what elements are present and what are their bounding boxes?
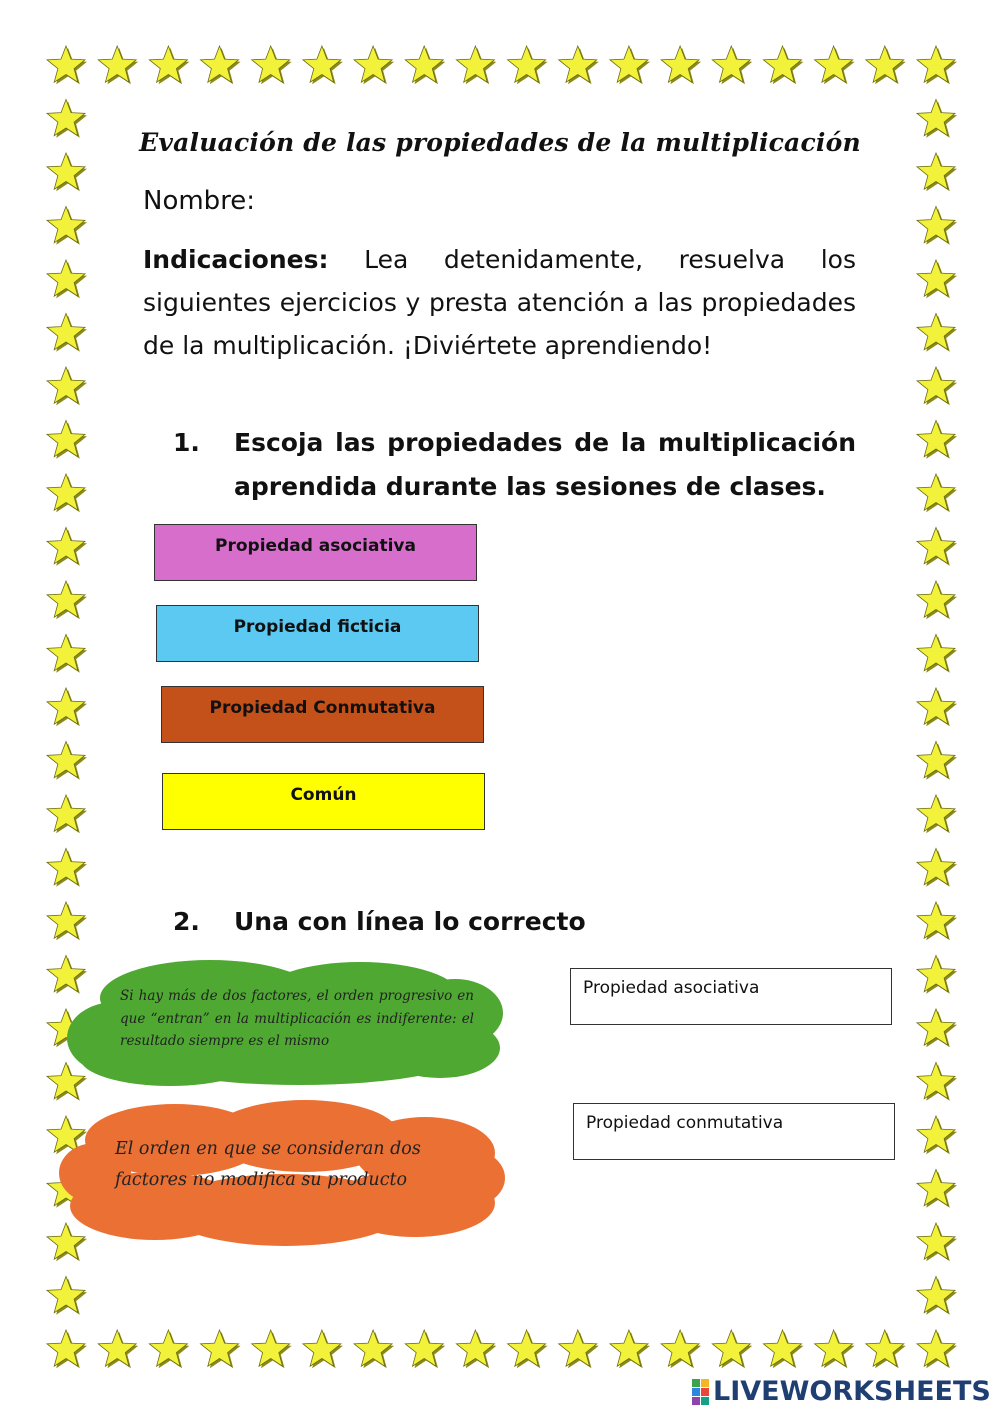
border-star-icon — [917, 795, 957, 833]
question-2-number: 2. — [173, 907, 200, 936]
border-star-icon — [917, 153, 957, 191]
border-star-icon — [98, 1330, 138, 1368]
question-2 — [173, 900, 856, 944]
border-star-icon — [917, 635, 957, 673]
border-star-icon — [917, 1009, 957, 1047]
border-star-icon — [866, 1330, 906, 1368]
cloud-text-associative: Si hay más de dos factores, el orden progresivo en que “entran” en la multiplicación es indiferente: el resultado siempre es el mismo — [120, 988, 474, 1049]
border-star-icon — [763, 1330, 803, 1368]
border-star-icon — [47, 742, 87, 780]
border-star-icon — [866, 46, 906, 84]
border-star-icon — [917, 1277, 957, 1315]
border-star-icon — [917, 849, 957, 887]
border-star-icon — [149, 46, 189, 84]
border-star-icon — [917, 207, 957, 245]
border-star-icon — [47, 421, 87, 459]
answer-box-asociativa[interactable]: Propiedad asociativa — [570, 968, 892, 1025]
border-star-icon — [47, 849, 87, 887]
border-star-icon — [354, 46, 394, 84]
border-star-icon — [917, 1330, 957, 1368]
border-star-icon — [917, 367, 957, 405]
instructions-label: Indicaciones: — [143, 245, 329, 274]
border-star-icon — [47, 46, 87, 84]
border-star-icon — [47, 528, 87, 566]
border-star-icon — [815, 46, 855, 84]
border-star-icon — [47, 795, 87, 833]
name-label: Nombre: — [143, 186, 256, 216]
brand-text: LIVEWORKSHEETS — [713, 1376, 991, 1407]
question-1 — [173, 421, 856, 511]
border-star-icon — [917, 474, 957, 512]
border-star-icon — [47, 314, 87, 352]
instructions — [143, 238, 856, 367]
border-star-icon — [47, 1277, 87, 1315]
border-star-icon — [559, 46, 599, 84]
border-star-icon — [149, 1330, 189, 1368]
question-1-number: 1. — [173, 428, 200, 457]
border-star-icon — [712, 1330, 752, 1368]
answer-box-conmutativa[interactable]: Propiedad conmutativa — [573, 1103, 895, 1160]
border-star-icon — [917, 902, 957, 940]
border-star-icon — [47, 260, 87, 298]
border-star-icon — [47, 1330, 87, 1368]
border-star-icon — [252, 46, 292, 84]
question-2-text: Una con línea lo correcto — [234, 907, 586, 936]
border-star-icon — [47, 688, 87, 726]
option-propiedad-ficticia[interactable]: Propiedad ficticia — [156, 605, 479, 662]
border-star-icon — [917, 528, 957, 566]
border-star-icon — [508, 1330, 548, 1368]
option-propiedad-conmutativa[interactable]: Propiedad Conmutativa — [161, 686, 484, 743]
border-star-icon — [815, 1330, 855, 1368]
cloud-text-commutative: El orden en que se consideran dos factores no modifica su producto — [115, 1139, 421, 1190]
question-1-text: Escoja las propiedades de la multiplicación aprendida durante las sesiones de clases. — [234, 428, 856, 501]
border-star-icon — [303, 1330, 343, 1368]
border-star-icon — [610, 1330, 650, 1368]
border-star-icon — [303, 46, 343, 84]
border-star-icon — [763, 46, 803, 84]
border-star-icon — [252, 1330, 292, 1368]
border-star-icon — [456, 1330, 496, 1368]
border-star-icon — [47, 207, 87, 245]
border-star-icon — [917, 1063, 957, 1101]
border-star-icon — [917, 688, 957, 726]
option-comun[interactable]: Común — [162, 773, 485, 830]
border-star-icon — [917, 421, 957, 459]
border-star-icon — [354, 1330, 394, 1368]
border-star-icon — [917, 956, 957, 994]
border-star-icon — [47, 367, 87, 405]
border-star-icon — [610, 46, 650, 84]
border-star-icon — [917, 1116, 957, 1154]
border-star-icon — [559, 1330, 599, 1368]
border-star-icon — [201, 46, 241, 84]
border-star-icon — [661, 46, 701, 84]
border-star-icon — [47, 100, 87, 138]
border-star-icon — [47, 635, 87, 673]
border-star-icon — [917, 581, 957, 619]
border-star-icon — [508, 46, 548, 84]
border-star-icon — [917, 1170, 957, 1208]
liveworksheets-brand — [713, 1376, 991, 1407]
liveworksheets-logo-icon — [692, 1379, 710, 1405]
border-star-icon — [712, 46, 752, 84]
border-star-icon — [917, 314, 957, 352]
border-star-icon — [47, 581, 87, 619]
border-star-icon — [661, 1330, 701, 1368]
border-star-icon — [917, 260, 957, 298]
border-star-icon — [47, 474, 87, 512]
border-star-icon — [47, 153, 87, 191]
instructions-text: Lea detenidamente, resuelva los siguientes ejercicios y presta atención a las propiedades de la multiplicación. ¡Diviértete aprendiendo! — [143, 245, 856, 360]
border-star-icon — [47, 902, 87, 940]
border-star-icon — [917, 46, 957, 84]
border-star-icon — [917, 100, 957, 138]
border-star-icon — [405, 46, 445, 84]
option-propiedad-asociativa[interactable]: Propiedad asociativa — [154, 524, 477, 581]
border-star-icon — [405, 1330, 445, 1368]
border-star-icon — [201, 1330, 241, 1368]
border-star-icon — [98, 46, 138, 84]
border-star-icon — [917, 1223, 957, 1261]
border-star-icon — [456, 46, 496, 84]
page-title: Evaluación de las propiedades de la multiplicación — [139, 128, 861, 157]
border-star-icon — [917, 742, 957, 780]
